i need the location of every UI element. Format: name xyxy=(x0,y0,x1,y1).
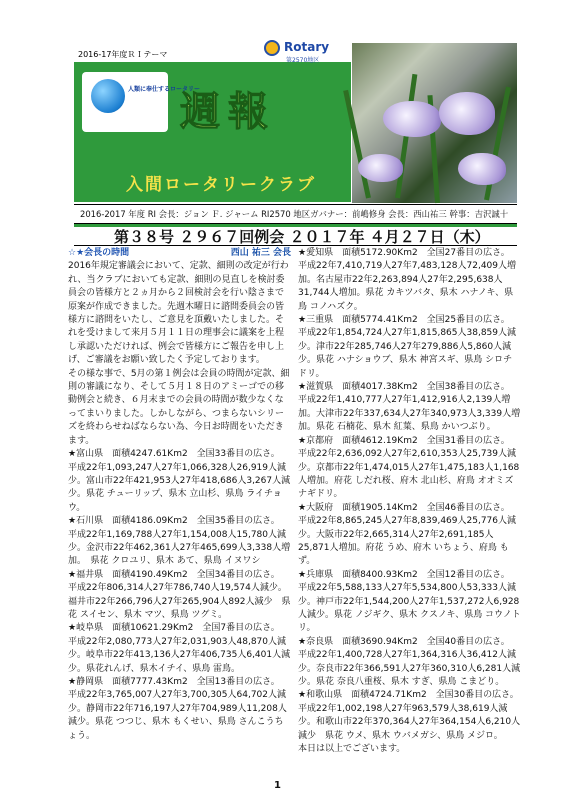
paragraph: ★愛知県 面積5172.90Km2 全国27番目の広さ。 xyxy=(298,248,510,258)
paragraph: ★岐阜県 面積10621.29Km2 全国7番目の広さ。 xyxy=(68,623,280,634)
issue-line: 第３８号 ２９６７回例会 ２０１７年 ４月２７日（木） xyxy=(74,228,517,246)
paragraph: 平成22年2,636,092人27年2,610,353人25,739人減少。京都市22年1,474,015人27年1,475,183人1,168人増加。府花 しだれ桜、府木 北山杉、府鳥 オオミズナギドリ。 xyxy=(298,449,520,500)
iris-flower xyxy=(383,101,441,137)
iris-flower xyxy=(358,154,403,182)
paragraph: 平成22年1,400,728人27年1,364,316人36,412人減少。奈良市22年366,591人27年360,310人6,281人減少。県花 奈良八重桜、県木 すぎ、県鳥 こまどり。 xyxy=(298,650,521,687)
paragraph: その様な事で、5月の第１例会は会員の時間が定款、細則の審議になり、そして５月１８日のアミーゴでの移動例会と続き、６月末までの会員の時間が数少なくなってまいりました。しかしながら、つまらないシリーズを終わらせねばならない為、今日お時間をいただきます。 xyxy=(68,368,290,446)
paragraph: 平成22年3,765,007人27年3,700,305人64,702人減少。静岡市22年716,197人27年704,989人11,208人減少。県花 つつじ、県木 もくせい、県鳥 さんこうちょう。 xyxy=(68,690,287,741)
paragraph: 平成22年2,080,773人27年2,031,903人48,870人減少。岐阜市22年413,136人27年406,735人6,401人減少。県花れんげ、県木イチイ、県鳥 雷鳥。 xyxy=(68,636,291,674)
paragraph: ★滋賀県 面積4017.38Km2 全国38番目の広さ。 xyxy=(298,382,510,393)
paragraph: ★石川県 面積4186.09Km2 全国35番目の広さ。 xyxy=(68,516,280,527)
paragraph: ★奈良県 面積3690.94Km2 全国40番目の広さ。 xyxy=(298,636,510,647)
paragraph: 平成22年8,865,245人27年8,839,469人25,776人減少。大阪市22年2,665,314人27年2,691,185人25,871人増加。府花 うめ、府木 いちょう、府鳥 もず。 xyxy=(298,516,517,567)
ri-theme-label: 2016-17年度ＲＩテーマ xyxy=(78,50,168,59)
article-right-column xyxy=(298,247,521,756)
rotary-wheel-icon xyxy=(264,40,280,56)
page-number: 1 xyxy=(274,780,281,791)
article-heading: ☆★会長の時間 xyxy=(68,248,130,258)
paragraph: ★三重県 面積5774.41Km2 全国25番目の広さ。 xyxy=(298,315,510,326)
paragraph: ★福井県 面積4190.49Km2 全国34番目の広さ。 xyxy=(68,569,280,580)
globe-icon xyxy=(91,79,125,113)
newsletter-title: 週報 xyxy=(180,88,276,135)
rotary-logo-text: Rotary xyxy=(284,40,330,54)
paragraph: 平成22年1,093,247人27年1,066,328人26,919人減少。富山市22年421,953人27年418,686人3,267人減少。県花 チューリップ、県木 立山杉、県鳥 ライチョウ。 xyxy=(68,462,291,513)
district-label: 第2570地区 xyxy=(286,57,320,64)
paragraph: 平成22年806,314人27年786,740人19,574人減少。福井市22年266,796人27年265,904人892人減少 県花 スイセン、県木 マツ、県鳥 ツグミ。 xyxy=(68,583,291,620)
paragraph: 平成22年1,410,777人27年1,412,916人2,139人増加。大津市22年337,634人27年340,973人3,339人増加。県花 石楠花、県木 紅葉、県鳥 かいつぶり。 xyxy=(298,395,521,433)
paragraph: ★京都府 面積4612.19Km2 全国31番目の広さ。 xyxy=(298,435,510,446)
ri-theme-text: 人類に奉仕するロータリー xyxy=(128,86,201,93)
paragraph: ★大阪府 面積1905.14Km2 全国46番目の広さ。 xyxy=(298,502,510,513)
article-left-column xyxy=(68,247,291,743)
paragraph: 平成22年1,854,724人27年1,815,865人38,859人減少。津市22年285,746人27年279,886人5,860人減少。県花 ハナショウブ、県木 神宮スギ、県鳥 シロチドリ。 xyxy=(298,328,517,379)
paragraph: 平成22年5,588,133人27年5,534,800人53,333人減少。神戸市22年1,544,200人27年1,537,272人6,928人減少。県花 ノジギク、県木 クスノキ、県鳥 コウノトリ。 xyxy=(298,583,521,634)
paragraph: 平成22年1,169,788人27年1,154,008人15,780人減少。金沢市22年462,361人27年465,699人3,338人増加。 県花 クロユリ、県木 あて、県鳥 イヌワシ xyxy=(68,529,291,567)
paragraph: ★富山県 面積4247.61Km2 全国33番目の広さ。 xyxy=(68,449,280,460)
paragraph: 平成22年1,002,198人27年963,579人38,619人減少。和歌山市22年370,364人27年364,154人6,210人減少 県花 ウメ、県木 ウバメガシ、県鳥 メジロ。 本日は以上でございます。 xyxy=(298,703,521,755)
paragraph: 平成22年7,410,719人27年7,483,128人72,409人増加。名古屋市22年2,263,894人27年2,295,638人31,744人増加。県花 カキツバタ、県木 ハナノキ、県鳥 コノハズク。 xyxy=(298,261,517,312)
paragraph: 2016年規定審議会において、定款、細則の改定が行われ、当クラブにおいても定款、細則の見直しを検討委員会の皆様方と２ヵ月から２回検討会を行い陰さまで原案が作成できました。先週木曜日に諮問委員会の皆様方に諮問をいたし、ご意見を頂戴いたしました。それを受けまして来月５月１１日の理事会に議案を上程し承認いただければ、例会で皆様方にご報告を申し上げ、ご審議をお願い致したく予定しております。 xyxy=(68,261,289,366)
header-divider xyxy=(74,224,517,227)
paragraph: ★静岡県 面積7777.43Km2 全国13番目の広さ。 xyxy=(68,677,280,687)
iris-flower xyxy=(458,153,506,185)
paragraph: ★和歌山県 面積4724.71Km2 全国30番目の広さ。 xyxy=(298,690,519,701)
iris-flower xyxy=(439,92,495,135)
club-name: 入間ロータリークラブ xyxy=(126,175,316,195)
article-author: 西山 祐三 会長 xyxy=(230,248,291,258)
article-heading-line xyxy=(68,247,291,260)
iris-photo xyxy=(352,43,517,203)
governor-line: 2016-2017 年度 RI 会長：ジョン Ｆ. ジャーム RI2570 地区ガバナー：前嶋修身 会長：西山祐三 幹事：吉沢誠十 xyxy=(74,204,517,224)
paragraph: ★兵庫県 面積8400.93Km2 全国12番目の広さ。 xyxy=(298,569,510,580)
